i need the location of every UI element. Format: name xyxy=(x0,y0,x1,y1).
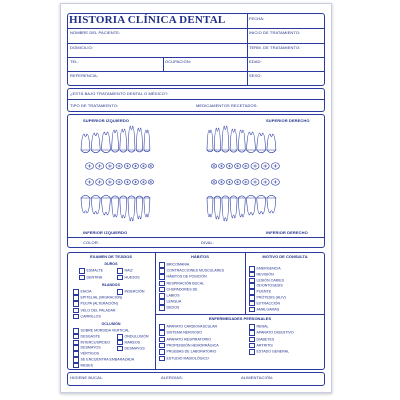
tooth-crown xyxy=(112,150,119,152)
checkbox-icon[interactable] xyxy=(73,351,79,357)
checkbox-label: SE ENCUENTRA EMBARAZADA xyxy=(80,357,135,362)
divider xyxy=(67,237,325,238)
upper-tooth xyxy=(257,133,266,150)
checkbox-icon[interactable] xyxy=(73,289,79,295)
color-label: COLOR: xyxy=(83,240,99,245)
alergias-label: ALERGIAS: xyxy=(161,375,184,380)
upper-tooth xyxy=(112,130,119,150)
occlusal-fissure xyxy=(263,164,267,167)
checkbox-icon[interactable] xyxy=(159,274,165,280)
tooth-crown xyxy=(81,195,90,198)
occlusal-fissure xyxy=(213,165,216,167)
checkbox-label: PUENTE xyxy=(256,289,272,294)
checkbox-item[interactable] xyxy=(73,363,93,369)
checkbox-item[interactable] xyxy=(73,289,91,295)
checkbox-label: PROPENSIÓN HEMORRÁGICA xyxy=(166,343,219,348)
lower-tooth xyxy=(230,198,237,218)
checkbox-label: AMALGAMAS xyxy=(256,307,280,312)
checkbox-label: EMERGENCIA xyxy=(256,266,281,271)
upper-tooth xyxy=(214,128,220,150)
checkbox-item[interactable] xyxy=(249,266,281,272)
lower-tooth xyxy=(214,198,220,219)
checkbox-label: DENTINA xyxy=(86,275,103,280)
occlusal-fissure xyxy=(142,181,145,183)
checkbox-icon[interactable] xyxy=(117,346,123,352)
checkbox-item[interactable] xyxy=(249,278,284,284)
tooth-crown xyxy=(81,150,90,153)
checkbox-item[interactable] xyxy=(249,330,294,336)
divider xyxy=(67,57,325,58)
tipo-label: TIPO DE TRATAMIENTO: xyxy=(70,103,119,108)
checkbox-item[interactable] xyxy=(249,307,279,313)
checkbox-icon[interactable] xyxy=(159,305,165,311)
checkbox-item[interactable] xyxy=(159,349,216,355)
checkbox-label: HÁBITOS DE POSICIÓN xyxy=(166,275,207,280)
tooth-crown xyxy=(128,150,135,152)
checkbox-label: REVISIÓN xyxy=(256,272,274,277)
checkbox-icon[interactable] xyxy=(159,268,165,274)
checkbox-item[interactable] xyxy=(159,343,219,349)
sexo-label: SEXO: xyxy=(249,73,262,78)
checkbox-item[interactable] xyxy=(159,356,209,362)
tooth-crown xyxy=(112,196,119,198)
occlusal-fissure xyxy=(236,165,239,168)
occlusal-fissure xyxy=(150,181,153,183)
checkbox-icon[interactable] xyxy=(159,337,165,343)
referencia-label: REFERENCIA: xyxy=(70,73,98,78)
lower-tooth xyxy=(238,198,245,217)
checkbox-icon[interactable] xyxy=(73,295,79,301)
occlusal-fissure xyxy=(98,164,102,167)
checkbox-label: CARRILLOS xyxy=(80,314,101,319)
checkbox-label: DESMAYOS xyxy=(124,346,145,351)
occlusal-fissure xyxy=(126,181,129,184)
upper-tooth xyxy=(144,130,150,150)
checkbox-item[interactable] xyxy=(159,268,224,274)
inferior-derecho-label: INFERIOR DERECHO xyxy=(266,230,308,235)
edad-label: EDAD: xyxy=(249,59,262,64)
checkbox-item[interactable] xyxy=(73,314,101,320)
checkbox-icon[interactable] xyxy=(159,324,165,330)
upper-tooth xyxy=(247,132,256,150)
duros-heading: DUROS xyxy=(104,262,118,266)
checkbox-label: ESMALTE xyxy=(86,268,104,273)
checkbox-label: PRUEBAS DE LABORATORIO xyxy=(166,349,217,354)
checkbox-label: CHUPADORES DE xyxy=(166,287,198,292)
tooth-crown xyxy=(230,150,237,152)
tooth-crown xyxy=(238,196,245,198)
upper-tooth xyxy=(230,129,237,150)
checkbox-icon[interactable] xyxy=(117,340,123,346)
motivo-heading: MOTIVO DE CONSULTA xyxy=(262,254,308,259)
checkbox-label: ONDULUSIÓN xyxy=(124,334,149,339)
lower-tooth xyxy=(112,198,119,217)
checkbox-label: APARATO DIGESTIVO xyxy=(256,331,294,335)
checkbox-label: APARATO RESPIRATORIO xyxy=(166,337,211,342)
upper-tooth xyxy=(267,134,276,150)
footer-box xyxy=(67,372,325,386)
checkbox-item[interactable] xyxy=(249,301,280,307)
upper-tooth xyxy=(207,130,213,150)
divider xyxy=(67,71,325,72)
upper-tooth xyxy=(81,134,90,150)
checkbox-label: CONTRACCIONES MUSCULARES xyxy=(166,268,225,273)
occlusal-fissure xyxy=(98,180,102,183)
habitos-heading: HÁBITOS xyxy=(191,254,209,259)
checkbox-icon[interactable] xyxy=(249,330,255,336)
checkbox-icon[interactable] xyxy=(73,363,79,369)
checkbox-item[interactable] xyxy=(73,308,115,314)
checkbox-icon[interactable] xyxy=(159,281,165,287)
checkbox-icon[interactable] xyxy=(73,328,79,334)
checkbox-item[interactable] xyxy=(117,346,145,352)
checkbox-item[interactable] xyxy=(249,295,286,301)
checkbox-item[interactable] xyxy=(159,324,217,330)
checkbox-item[interactable] xyxy=(249,289,271,295)
tel-label: TEL: xyxy=(70,59,79,64)
occlusal-fissure xyxy=(87,164,91,167)
occlusal-fissure xyxy=(220,165,223,167)
checkbox-icon[interactable] xyxy=(79,275,85,281)
checkbox-label: BRICOMANIA xyxy=(166,262,190,267)
checkbox-icon[interactable] xyxy=(73,308,79,314)
checkbox-icon[interactable] xyxy=(249,272,255,278)
ocupacion-label: OCUPACIÓN: xyxy=(165,59,192,64)
checkbox-icon[interactable] xyxy=(73,334,79,340)
checkbox-item[interactable] xyxy=(79,268,103,274)
checkbox-item[interactable] xyxy=(73,301,118,307)
tooth-crown xyxy=(101,195,110,198)
superior-izquierdo-label: SUPERIOR IZQUIERDO xyxy=(83,118,130,123)
occlusal-fissure xyxy=(244,181,247,184)
checkbox-icon[interactable] xyxy=(249,343,255,349)
checkbox-item[interactable] xyxy=(73,328,129,334)
occlusal-fissure xyxy=(134,181,137,184)
checkbox-icon[interactable] xyxy=(79,268,85,274)
checkbox-icon[interactable] xyxy=(249,307,255,313)
checkbox-icon[interactable] xyxy=(249,283,255,289)
tooth-crown xyxy=(267,150,276,153)
medicamentos-label: MEDICAMENTOS RECETADOS: xyxy=(196,103,258,108)
tooth-crown xyxy=(267,195,276,198)
lower-tooth xyxy=(257,198,266,214)
blandos-heading: BLANDOS xyxy=(102,283,120,287)
checkbox-icon[interactable] xyxy=(249,301,255,307)
occlusal-fissure xyxy=(108,164,112,167)
lower-tooth xyxy=(91,198,100,214)
dival-label: DIVAL: xyxy=(201,240,214,245)
tooth-crown xyxy=(247,150,256,153)
divider xyxy=(67,28,325,29)
checkbox-item[interactable] xyxy=(117,268,133,274)
checkbox-item[interactable] xyxy=(159,262,189,268)
divider xyxy=(67,99,325,100)
checkbox-icon[interactable] xyxy=(249,295,255,301)
divider xyxy=(155,314,325,315)
checkbox-label: EPITELIAL (MIGRACIÓN) xyxy=(80,295,123,300)
tooth-crown xyxy=(101,150,110,153)
lower-tooth xyxy=(136,198,143,219)
checkbox-label: INTERCUSPIDEO xyxy=(80,340,111,345)
checkbox-label: ESTADO GENERAL xyxy=(256,349,290,354)
divider xyxy=(163,57,164,71)
checkbox-item[interactable] xyxy=(249,343,273,349)
checkbox-item[interactable] xyxy=(117,275,140,281)
checkbox-item[interactable] xyxy=(249,349,289,355)
occlusal-fissure xyxy=(150,165,153,167)
checkbox-icon[interactable] xyxy=(159,349,165,355)
checkbox-item[interactable] xyxy=(159,305,179,311)
checkbox-icon[interactable] xyxy=(249,289,255,295)
checkbox-label: RAIZ xyxy=(124,268,133,273)
upper-tooth xyxy=(136,128,143,150)
occlusal-fissure xyxy=(213,181,216,183)
tooth-crown xyxy=(91,150,100,153)
checkbox-item[interactable] xyxy=(117,289,144,295)
checkbox-icon[interactable] xyxy=(249,324,255,330)
occlusal-fissure xyxy=(220,181,223,183)
checkbox-icon[interactable] xyxy=(249,337,255,343)
checkbox-icon[interactable] xyxy=(249,349,255,355)
tooth-crown xyxy=(222,150,229,152)
tejidos-heading: EXAMEN DE TEJIDOS xyxy=(89,254,132,259)
upper-tooth xyxy=(101,132,110,150)
upper-tooth xyxy=(91,133,100,150)
lower-tooth xyxy=(222,198,229,221)
occlusal-fissure xyxy=(228,165,231,168)
checkbox-label: DESMAYOS xyxy=(80,346,101,351)
tooth-crown xyxy=(257,150,266,153)
checkbox-label: SOBRE MORDIDA VERTICAL xyxy=(80,328,130,333)
upper-tooth xyxy=(238,130,245,150)
checkbox-icon[interactable] xyxy=(159,356,165,362)
occlusal-fissure xyxy=(134,165,137,168)
checkbox-item[interactable] xyxy=(73,357,134,363)
checkbox-label: ENCIA xyxy=(80,289,92,294)
tooth-crown xyxy=(230,196,237,198)
checkbox-label: ESTUDIO RADIOLÓGICO xyxy=(166,356,209,361)
occlusal-fissure xyxy=(118,181,121,184)
checkbox-item[interactable] xyxy=(159,330,202,336)
checkbox-label: DEDOS xyxy=(166,306,180,311)
checkbox-label: APARATO CARDIOVASCULAR xyxy=(166,324,218,329)
checkbox-icon[interactable] xyxy=(159,343,165,349)
checkbox-label: SISTEMA NERVIOSO xyxy=(166,331,202,335)
checkbox-label: VELO DEL PALADAR xyxy=(80,308,116,313)
checkbox-label: ODONTOSESIS xyxy=(256,284,283,289)
checkbox-label: INSERCIÓN xyxy=(124,289,145,294)
checkbox-item[interactable] xyxy=(73,334,100,340)
lower-tooth xyxy=(81,198,90,213)
checkbox-item[interactable] xyxy=(73,345,101,351)
checkbox-label: PULPA (ALTERACIÓN) xyxy=(80,302,118,307)
checkbox-icon[interactable] xyxy=(159,287,165,293)
checkbox-icon[interactable] xyxy=(73,340,79,346)
occlusal-fissure xyxy=(142,165,145,167)
checkbox-icon[interactable] xyxy=(117,289,123,295)
checkbox-label: PRÓTESIS (ALIV) xyxy=(256,295,286,300)
checkbox-label: LESIÓN CARIES xyxy=(256,278,285,283)
checkbox-item[interactable] xyxy=(249,283,283,289)
enfermedades-heading: ENFERMEDADES PERSONALES xyxy=(208,316,272,321)
occlusal-fissure xyxy=(263,180,267,183)
checkbox-item[interactable] xyxy=(249,324,268,330)
divider xyxy=(155,252,156,370)
occlusal-fissure xyxy=(236,181,239,184)
checkbox-icon[interactable] xyxy=(249,278,255,284)
inicio-label: INICIO DE TRATAMIENTO: xyxy=(249,30,301,35)
checkbox-label: LABIOS xyxy=(166,293,180,298)
checkbox-label: DIABETES xyxy=(256,337,275,342)
checkbox-item[interactable] xyxy=(159,293,179,299)
lower-tooth xyxy=(101,198,110,215)
occlusal-fissure xyxy=(228,181,231,184)
checkbox-icon[interactable] xyxy=(117,268,123,274)
checkbox-item[interactable] xyxy=(73,351,99,357)
occlusal-fissure xyxy=(253,164,257,167)
termino-label: TERM. DE TRATAMIENTO: xyxy=(249,45,301,50)
tooth-crown xyxy=(91,195,100,198)
checkbox-icon[interactable] xyxy=(117,275,123,281)
checkbox-item[interactable] xyxy=(117,334,148,340)
checkbox-item[interactable] xyxy=(159,274,207,280)
oclusion-heading: OCLUSIÓN xyxy=(101,322,121,326)
tooth-crown xyxy=(238,150,245,152)
occlusal-fissure xyxy=(273,180,277,183)
fecha-label: FECHA: xyxy=(249,16,265,21)
upper-tooth xyxy=(120,129,127,150)
checkbox-item[interactable] xyxy=(159,287,198,293)
checkbox-icon[interactable] xyxy=(159,330,165,336)
occlusal-fissure xyxy=(273,164,277,167)
form-title: HISTORIA CLÍNICA DENTAL xyxy=(69,14,226,26)
checkbox-label: LENGUA xyxy=(166,299,182,304)
tooth-crown xyxy=(128,196,135,198)
checkbox-item[interactable] xyxy=(159,299,181,305)
checkbox-item[interactable] xyxy=(73,340,110,346)
nombre-label: NOMBRE DEL PACIENTE: xyxy=(70,30,121,35)
checkbox-item[interactable] xyxy=(79,275,102,281)
checkbox-item[interactable] xyxy=(117,340,140,346)
checkbox-icon[interactable] xyxy=(159,262,165,268)
checkbox-label: MESES xyxy=(80,363,94,368)
clinical-history-form xyxy=(60,3,332,393)
lower-tooth xyxy=(247,198,256,215)
occlusal-fissure xyxy=(87,180,91,183)
treatment-question: ¿ESTÁ BAJO TRATAMIENTO DENTAL O MÉDICO?: xyxy=(70,91,169,96)
higiene-label: HIGIENE BUCAL: xyxy=(70,375,104,380)
inferior-izquierdo-label: INFERIOR IZQUIERDO xyxy=(83,230,128,235)
checkbox-label: RESPIRACIÓN BUCAL xyxy=(166,281,205,286)
occlusal-fissure xyxy=(253,180,257,183)
checkbox-label: EXTRACCIÓN xyxy=(256,301,281,306)
divider xyxy=(245,252,246,314)
domicilio-label: DOMICILIO: xyxy=(70,45,94,50)
checkbox-item[interactable] xyxy=(249,337,274,343)
checkbox-label: HUESOS xyxy=(124,275,140,280)
upper-tooth xyxy=(128,126,135,150)
lower-tooth xyxy=(120,198,127,218)
occlusal-fissure xyxy=(244,165,247,168)
tooth-crown xyxy=(120,196,127,198)
superior-derecho-label: SUPERIOR DERECHO xyxy=(266,118,310,123)
occlusal-fissure xyxy=(126,165,129,168)
checkbox-icon[interactable] xyxy=(73,301,79,307)
lower-tooth xyxy=(207,198,213,217)
checkbox-label: MAREOS xyxy=(124,340,141,345)
upper-tooth xyxy=(222,126,229,150)
checkbox-icon[interactable] xyxy=(73,357,79,363)
checkbox-item[interactable] xyxy=(159,281,204,287)
checkbox-icon[interactable] xyxy=(159,299,165,305)
checkbox-icon[interactable] xyxy=(73,314,79,320)
tooth-crown xyxy=(247,195,256,198)
teeth-chart xyxy=(67,122,325,232)
occlusal-fissure xyxy=(118,165,121,168)
tooth-crown xyxy=(257,195,266,198)
checkbox-label: RENAL xyxy=(256,324,269,329)
divider xyxy=(67,43,325,44)
checkbox-label: VÉRTIGOS xyxy=(80,351,100,356)
checkbox-label: ARTRITIS xyxy=(256,343,273,348)
checkbox-item[interactable] xyxy=(249,272,274,278)
alimentacion-label: ALIMENTACIÓN: xyxy=(241,375,274,380)
checkbox-icon[interactable] xyxy=(117,334,123,340)
tooth-crown xyxy=(222,196,229,198)
lower-tooth xyxy=(144,198,150,217)
checkbox-item[interactable] xyxy=(159,337,211,343)
lower-tooth xyxy=(267,198,276,213)
checkbox-item[interactable] xyxy=(73,295,122,301)
lower-tooth xyxy=(128,198,135,221)
checkbox-icon[interactable] xyxy=(159,293,165,299)
checkbox-icon[interactable] xyxy=(249,266,255,272)
divider xyxy=(247,13,248,86)
tooth-crown xyxy=(120,150,127,152)
checkbox-label: DESGASTE xyxy=(80,334,101,339)
checkbox-icon[interactable] xyxy=(73,345,79,351)
occlusal-fissure xyxy=(108,180,112,183)
